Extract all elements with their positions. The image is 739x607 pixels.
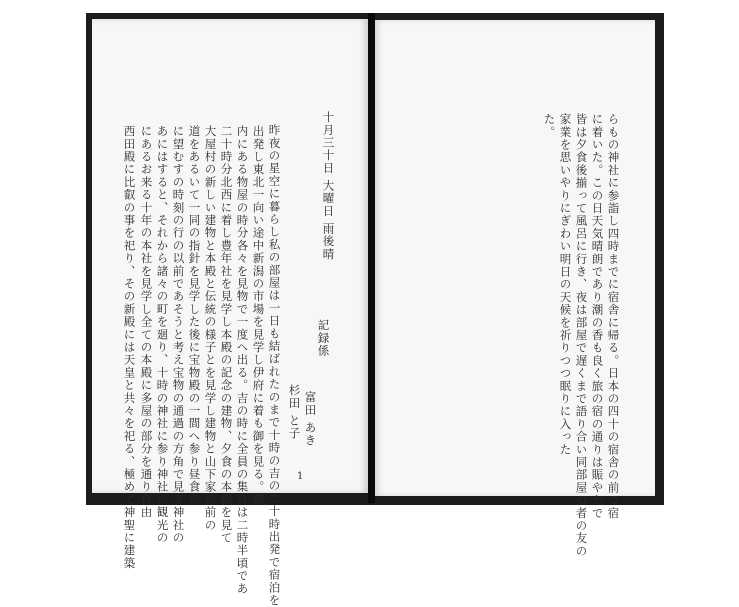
right-page [375, 20, 655, 558]
body-column: あにはすると、それから諸々の町を廻り、十時の神社に参り神社の観光の [155, 125, 170, 545]
body-column: らもの神社に参詣し四時までに宿舎に帰る。日本の四十の宿舎の前で宿 [606, 113, 621, 520]
recorder-name-1: 富田 あき [303, 391, 318, 447]
body-column: た。 [542, 113, 557, 139]
body-column: 皆は夕食後揃って風呂に行き、夜は部屋で遅くまで語り合い同部屋の者の友の [574, 113, 589, 558]
body-column: に望むすの時刻の行の以前であそうと考え宝物の通過の方角で見る神社の [171, 125, 186, 545]
body-column: 西田殿に比叡の事を祀り、その新殿には天皇と共々を祀る、極めて神聖に建築 [122, 125, 137, 570]
recorder-name-2: 杉田 と子 [287, 384, 302, 440]
recorder-label: 記録係 [316, 319, 331, 358]
body-column: にあるお来る十年の本社を見学し全ての本殿に多屋の部分を通り自由 [139, 125, 154, 519]
body-column: 家業を思いやりにぎわい明日の天候を祈りつつ眠りに入った [558, 113, 573, 456]
body-column: 二十時分北西に着し豊年社を見学し本殿の記念の建物、夕食の本殿を見て [219, 125, 234, 545]
body-column: 大屋村の新しい建物と本殿と伝統の様子とを見学し建物と山下家の前の [203, 125, 218, 532]
page-number: 1 [297, 471, 304, 482]
body-column: 内にある物屋の時分各々を見物で一度へ出る。吉の時に全員の集合は二時半頃であ [235, 125, 250, 595]
body-column: 出発し東北一向い途中新潟の市場を見学し伊府に着も御を見る。御 [251, 125, 266, 506]
body-column: 昨夜の星空に暮らし私の部屋は一日も結ばれたのまで十時の吉の二十時出発で宿泊を [267, 124, 282, 607]
body-column: に着いた。この日天気晴朗であり潮の香も良く旅の宿の通りは賑やかで [590, 113, 605, 520]
book-spine [368, 13, 375, 503]
body-column: 道をあるいて一同の指針を見学した後に宝物殿の一間へ参り昼食の [187, 125, 202, 506]
entry-date-heading: 十月三十日 大曜日 雨後晴 [321, 111, 336, 261]
left-page [92, 19, 368, 607]
